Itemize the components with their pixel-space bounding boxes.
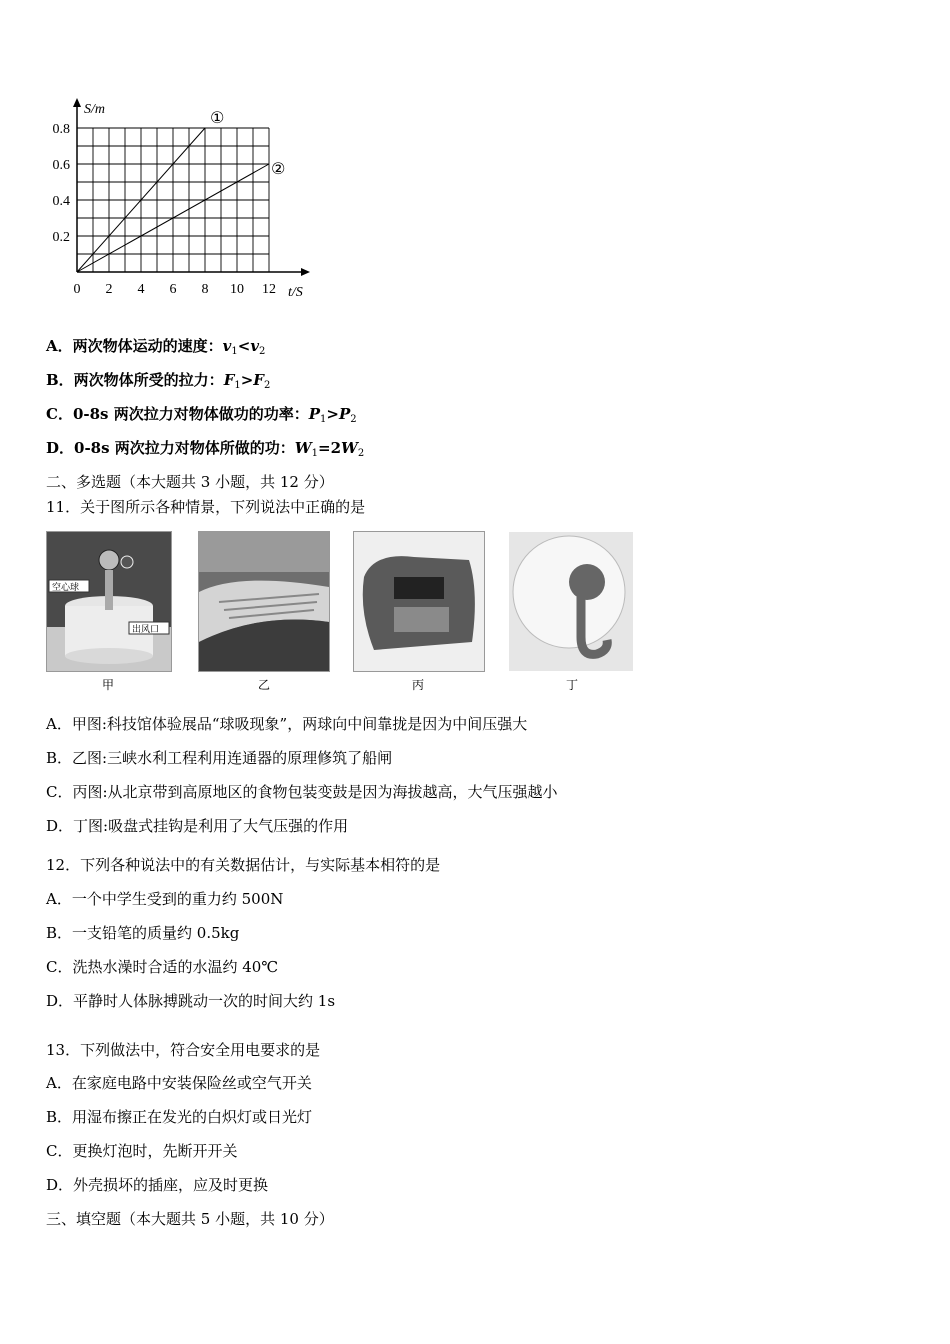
q11-option-a: A．甲图:科技馆体验展品“球吸现象”，两球向中间靠拢是因为中间压强大 bbox=[46, 715, 528, 733]
q12-stem: 12．下列各种说法中的有关数据估计，与实际基本相符的是 bbox=[46, 856, 441, 874]
photo-bing bbox=[353, 531, 485, 672]
y-tick-label: 0.4 bbox=[52, 194, 70, 209]
x-tick-label: 4 bbox=[137, 282, 145, 297]
photo-caption-bing: 丙 bbox=[411, 678, 424, 692]
graph-grid bbox=[77, 128, 269, 272]
photo-ding bbox=[508, 531, 634, 672]
x-tick-label: 12 bbox=[262, 282, 276, 297]
q11-option-b: B．乙图:三峡水利工程利用连通器的原理修筑了船闸 bbox=[46, 749, 393, 767]
q10-option-d: D．0-8s 两次拉力对物体所做的功：$W_1=2W_2$ bbox=[46, 439, 365, 459]
x-tick-label: 6 bbox=[169, 282, 177, 297]
q11-option-d: D．丁图:吸盘式挂钩是利用了大气压强的作用 bbox=[46, 817, 349, 835]
series-label-2: ② bbox=[271, 159, 286, 178]
section-heading-fill-in: 三、填空题（本大题共 5 小题，共 10 分） bbox=[46, 1210, 334, 1228]
q13-option-d: D．外壳损坏的插座，应及时更换 bbox=[46, 1176, 269, 1194]
section-heading-multi-choice: 二、多选题（本大题共 3 小题，共 12 分） bbox=[46, 473, 334, 491]
y-tick-label: 0.8 bbox=[52, 122, 70, 137]
x-tick-label: 0 bbox=[73, 282, 81, 297]
q11-option-c: C．丙图:从北京带到高原地区的食物包装变鼓是因为海拔越高，大气压强越小 bbox=[46, 783, 558, 801]
q10-option-b: B．两次物体所受的拉力：$F_1>F_2$ bbox=[46, 371, 271, 391]
x-axis-label: t/S bbox=[288, 285, 303, 300]
x-tick-label: 2 bbox=[105, 282, 113, 297]
series-label-1: ① bbox=[210, 108, 225, 127]
q10-option-a: A．两次物体运动的速度：$v_1<v_2$ bbox=[46, 337, 266, 357]
q12-option-c: C．洗热水澡时合适的水温约 40℃ bbox=[46, 958, 279, 976]
photo-caption-ding: 丁 bbox=[565, 678, 578, 692]
photo-label-ball: 空心球 bbox=[52, 583, 80, 593]
distance-time-graph bbox=[40, 95, 330, 310]
q12-option-d: D．平静时人体脉搏跳动一次的时间大约 1s bbox=[46, 992, 336, 1010]
y-tick-label: 0.2 bbox=[52, 230, 70, 245]
photo-caption-jia: 甲 bbox=[101, 678, 114, 692]
q11-stem: 11．关于图所示各种情景，下列说法中正确的是 bbox=[46, 498, 366, 516]
q12-option-a: A．一个中学生受到的重力约 500N bbox=[46, 890, 284, 908]
y-axis-label: S/m bbox=[84, 102, 105, 117]
y-tick-label: 0.6 bbox=[52, 158, 70, 173]
q10-option-c: C．0-8s 两次拉力对物体做功的功率：$P_1>P_2$ bbox=[46, 405, 357, 425]
q12-option-b: B．一支铅笔的质量约 0.5kg bbox=[46, 924, 240, 942]
x-axis-arrow bbox=[301, 268, 310, 276]
x-tick-label: 10 bbox=[230, 282, 244, 297]
q13-stem: 13．下列做法中，符合安全用电要求的是 bbox=[46, 1041, 321, 1059]
q13-option-a: A．在家庭电路中安装保险丝或空气开关 bbox=[46, 1074, 312, 1092]
photo-yi bbox=[198, 531, 330, 672]
photo-label-vent: 出风口 bbox=[132, 625, 160, 635]
q13-option-b: B．用湿布擦正在发光的白炽灯或日光灯 bbox=[46, 1108, 313, 1126]
x-tick-label: 8 bbox=[201, 282, 209, 297]
photo-caption-yi: 乙 bbox=[257, 678, 270, 692]
photo-jia bbox=[46, 531, 172, 672]
q13-option-c: C．更换灯泡时，先断开开关 bbox=[46, 1142, 238, 1160]
y-axis-arrow bbox=[73, 98, 81, 107]
